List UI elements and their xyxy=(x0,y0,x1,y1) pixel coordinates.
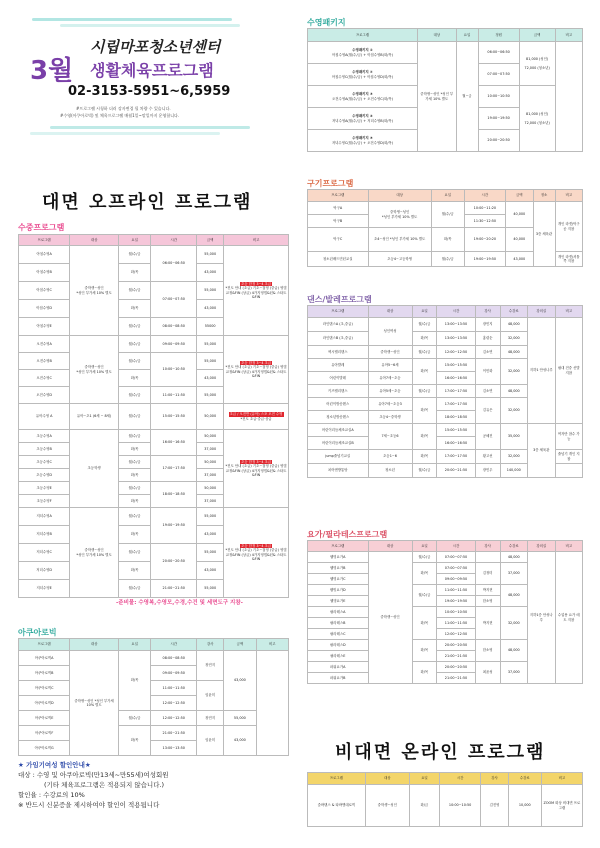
yoga-table xyxy=(307,540,583,684)
table-row: 어린이리듬체조교실A 7세~초등6 화/목 15:00~15:50 공혜진 35,000 3층 체육관 여자만 참수 가능 xyxy=(308,424,583,437)
table-row: 유아발레 유아5~6세 화/목 15:00~15:50 이민화 32,000 xyxy=(308,359,583,372)
table-row: 아침수영E 월/수/금 08:00~08:50 55000 xyxy=(19,318,289,336)
table-row: 어린이발레 유아7세~초등 16:00~16:50 xyxy=(308,372,583,385)
table-row: 라인댄스B (초,중급) 화/목 13:00~13:50 홍령순 32,000 xyxy=(308,332,583,346)
dance-header-row: 프로그램 대상 요일 시간 강사 수강료 강의실 비고 xyxy=(308,306,583,318)
table-row: 아침수영C 월/수/금 07:00~07:50 55,000 xyxy=(19,282,289,300)
table-row: 키즈밸리댄스 유아5세~초등 월/수/금 17:00~17:50 김소연 48,000 xyxy=(308,385,583,398)
table-row: 청소년배드민턴교실 초등4~고등학생 월/수/금 19:00~19:50 43,000 개인 라켓/셔틀콕 지참 xyxy=(308,252,583,267)
header-block xyxy=(20,14,282,140)
table-row: 저녁수영D 화/목 43,000 xyxy=(19,562,289,580)
table-row: 오전수영B 월/수/금 10:00~10:50 55,000 xyxy=(19,353,289,370)
table-row: 필라테스C 12:00~12:50 xyxy=(308,629,583,640)
swim-title: 수중프로그램 xyxy=(18,223,65,232)
table-row: 수영패키지 ③ 오전수영A(월/수/금) + 오전수영C(화/목) 10:00~10:50 81,000 (성인) 72,000 (청소년) xyxy=(308,86,583,108)
discount-target: 대상 : 수영 및 아쿠아로빅(만13세~만55세)여성회원 xyxy=(18,771,169,780)
table-row: 파워요가A 화/목 20:00~20:50 최윤성 37,000 xyxy=(308,662,583,673)
table-row: 초등수영E 월/수/금 18:00~18:50 50,000 xyxy=(19,482,289,495)
table-row: 초등수영A 초등학생 월/수/금 16:00~16:50 50,000 초등 한정 3~4 초급 *진도 안내 (초급) 기초~접영 (중급) 영법교정&FIN (상급) 4가지영법&턴& 스타트&FIN xyxy=(19,430,289,443)
table-row: 탁구A 중학생~성인 *성인 부가세 10% 별도 월/수/금 10:00~11:20 40,000 3층 체육관 개인 라켓/탁구공 지참 xyxy=(308,202,583,215)
header-note-1: #프로그램 시청하 더러 강자변경 될 차량 수 있습니다. xyxy=(76,106,171,111)
table-row: 초등수영D 화/목 37,000 xyxy=(19,469,289,482)
wave-decoration xyxy=(60,24,240,27)
table-row: 저녁수영E 월/수/금 21:00~21:50 55,000 xyxy=(19,580,289,598)
month-label: 3월 xyxy=(30,56,74,86)
table-row: 웰빙요가C 09:00~09:50 xyxy=(308,574,583,585)
table-row: 섹시밸리댄스 중학생~성인 월/수/금 12:00~12:50 김소연 48,000 xyxy=(308,346,583,359)
ball-title: 구기프로그램 xyxy=(307,179,354,188)
table-row: 라인댄스A (초,중급) 성인여성 월/수/금 13:00~13:50 장민지 48,000 지하1 안성나루 필대 전중 신발 지참 xyxy=(308,318,583,332)
table-row: 유아수영 A 유아~초1 (6세 ~ 8세) 월/수/금 15:00~15:50 50,000 초급 / 오전반 (유아) 스포 오전 수영 *진도 초급·중급·상급 xyxy=(19,404,289,430)
table-row: 줌바댄스 & 타바엔데로빅 중학생~성인 화/금 10:00~10:50 김진영 10,000 ZOOM 화상 비대면 프로그램 xyxy=(308,785,583,827)
table-row: 웰빙요가E 19:00~19:50 한소영 xyxy=(308,596,583,607)
table-row: 청소년방송댄스 초등4~중학생 18:00~18:50 xyxy=(308,411,583,424)
table-row: 웰빙요가D 월/수/금 11:00~11:50 박지현 48,000 xyxy=(308,585,583,596)
table-row: 오전수영D 월/수/금 11:00~11:50 55,000 xyxy=(19,387,289,404)
discount-exception: (기타 체육프로그램은 적용되지 않습니다.) xyxy=(44,781,165,790)
phone-number: 02-3153-5951~6,5959 xyxy=(68,84,231,99)
discount-id-note: ※ 반드시 신분증을 제시하여야 할인이 적용됩니다 xyxy=(18,801,160,810)
table-row: 아쿠아로빅F 화/목 21:00~21:50 임윤미 43,000 xyxy=(19,726,289,741)
table-row: 수영패키지 ① 아침수영A(월/수/금) + 아침수영B(화/목) 중학생~성인 *성인 부가세 10% 별도 월~금 06:00~06:50 81,000 (성인) 72,000 (청소년) xyxy=(308,42,583,64)
table-row: 오전수영C 화/목 43,000 xyxy=(19,370,289,387)
table-row: 웰빙요가B 화/목 07:00~07:50 김정미 37,000 xyxy=(308,563,583,574)
offline-title: 대면 오프라인 프로그램 xyxy=(42,192,253,213)
table-row: 수영패키지 ② 아침수영C(월/수/금) + 아침수영D(화/목) 07:00~07:50 xyxy=(308,64,583,86)
table-row: 아쿠아로빅D 12:00~12:50 xyxy=(19,696,289,711)
table-row: 초등수영C 월/수/금 17:00~17:50 50,000 xyxy=(19,456,289,469)
online-header-row: 프로그램 대상 요일 시간 강사 수강료 비고 xyxy=(308,773,583,785)
table-row: 저녁수영A 중학생~성인 *성인 부가세 10% 별도 월/수/금 19:00~19:50 55,000 초등 한정 3~4 초급 *진도 안내 (초급) 기초~접영 (중급) 영법교정&FIN (상급) 4가지영법&턴& 스타트&FIN xyxy=(19,508,289,526)
discount-title: ★ 가임기여성 할인안내★ xyxy=(18,761,91,769)
table-row: 아침수영D 화/목 43,000 xyxy=(19,300,289,318)
table-row: 어린이방송댄스 유아7세~초등3 화/목 17:00~17:50 김유은 32,000 xyxy=(308,398,583,411)
table-row: 탁구C 초4~성인 *성인 부가세 10% 별도 화/목 19:00~20:20 40,000 xyxy=(308,228,583,252)
wave-decoration xyxy=(30,132,220,135)
table-row: 아쿠아로빅E 월/수/금 12:00~12:50 장민지 55,000 xyxy=(19,711,289,726)
table-row: 저녁수영C 월/수/금 20:00~20:50 55,000 xyxy=(19,544,289,562)
discount-rate: 할인율 : 수강료의 10% xyxy=(18,791,85,800)
table-row: 수영패키지 ⑤ 저녁수영C(월/수/금) + 오전수영D(화/목) 20:00~20:50 xyxy=(308,130,583,152)
swim-table xyxy=(18,234,289,598)
table-row: 아쿠아로빅C 11:00~11:50 임윤미 xyxy=(19,681,289,696)
pkg-table xyxy=(307,28,583,152)
table-row: 초등수영F 화/목 37,000 xyxy=(19,495,289,508)
table-row: 저녁수영B 화/목 43,000 xyxy=(19,526,289,544)
table-row: 아쿠아로빅A 중학생~성인 *성인 부가세 10% 별도 화/목 08:00~08:50 장민지 43,000 xyxy=(19,651,289,666)
table-row: 아쿠아로빅G 13:00~13:50 xyxy=(19,741,289,756)
swim-header-row: 프로그램 대상 요일 시간 금액 비고 xyxy=(19,235,289,246)
aqua-title: 아쿠아로빅 xyxy=(18,628,57,637)
table-row: 치어앤방통탕 청소년 월/수/금 20:00~21:50 장민우 140,000 xyxy=(308,464,583,478)
table-row: 아쿠아로빅B 09:00~09:50 xyxy=(19,666,289,681)
online-title: 비대면 온라인 프로그램 xyxy=(335,742,546,763)
dance-title: 댄스/발레프로그램 xyxy=(307,295,372,304)
table-row: 어린이리듬체조교실B 16:00~16:50 xyxy=(308,437,583,450)
aqua-header-row: 프로그램 대상 요일 시간 강사 금액 비고 xyxy=(19,639,289,651)
table-row: 아침수영B 화/목 43,000 xyxy=(19,264,289,282)
wave-decoration xyxy=(32,18,232,21)
wave-decoration xyxy=(50,126,250,129)
ball-header-row: 프로그램 대상 요일 시간 금액 정소 비고 xyxy=(308,190,583,202)
program-label: 생활체육프로그램 xyxy=(90,61,214,80)
header-note-2: #수영(아쿠아로빅) 및 체육프로그램 매월1일~말일까지 운영합니다. xyxy=(60,113,180,118)
aqua-table xyxy=(18,638,289,756)
swim-footer-note: -준비물: 수영복,수영모,수경,수건 및 세면도구 지참- xyxy=(116,600,243,606)
table-row: 필라테스D 화/목 20:00~20:50 한소영 48,000 xyxy=(308,640,583,651)
ball-table xyxy=(307,189,583,267)
table-row: 파워요가B 21:00~21:50 xyxy=(308,673,583,684)
pkg-title: 수영패키지 xyxy=(307,18,346,27)
table-row: 초등수영B 화/목 37,000 xyxy=(19,443,289,456)
table-row: 웰빙요가A 중학생~성인 월/수/금 07:00~07:50 48,000 지하1층 안성나루 수업용 요가 매트 지참 xyxy=(308,552,583,563)
online-table xyxy=(307,772,583,827)
table-row: 오전수영A 중학생~성인 *성인 부가세 10% 별도 월/수/금 09:00~09:50 55,000 초등 한정 3~4 초급 *진도 안내 (초급) 기초~접영 (중급) 영법교정&FIN (상급) 4가지영법&턴& 스타트&FIN xyxy=(19,336,289,353)
center-name: 시립마포청소년센터 xyxy=(90,38,221,56)
table-row: 필라테스A 화/목 10:00~10:50 박지현 32,000 xyxy=(308,607,583,618)
table-row: 필라테스E 21:00~21:50 xyxy=(308,651,583,662)
table-row: 탁구B 11:30~12:50 xyxy=(308,215,583,228)
table-row: 필라테스B 11:00~11:50 xyxy=(308,618,583,629)
table-row: 수영패키지 ④ 저녁수영A(월/수/금) + 저녁수영B(화/목) 19:00~19:50 xyxy=(308,108,583,130)
yoga-header-row: 프로그램 대상 요일 시간 강사 수강료 강의실 비고 xyxy=(308,541,583,552)
dance-table xyxy=(307,305,583,478)
yoga-title: 요가/필라테스프로그램 xyxy=(307,530,388,539)
pkg-header-row: 프로그램 대상 요일 정원 금액 비고 xyxy=(308,29,583,42)
discount-block xyxy=(18,760,293,810)
table-row: 아침수영A 중학생~성인 *성인 부가세 10% 별도 월/수/금 06:00~06:50 55,000 초등 한정 3~4 초급 *진도 안내 (초급) 기초~접영 (중급) 영법교정&FIN (상급) 4가지영법&턴& 스타트&FIN xyxy=(19,246,289,264)
table-row: jump줄넘기교실 초등1~6 화/목 17:00~17:50 황고선 32,000 줄넘기 개인 지참 xyxy=(308,450,583,464)
